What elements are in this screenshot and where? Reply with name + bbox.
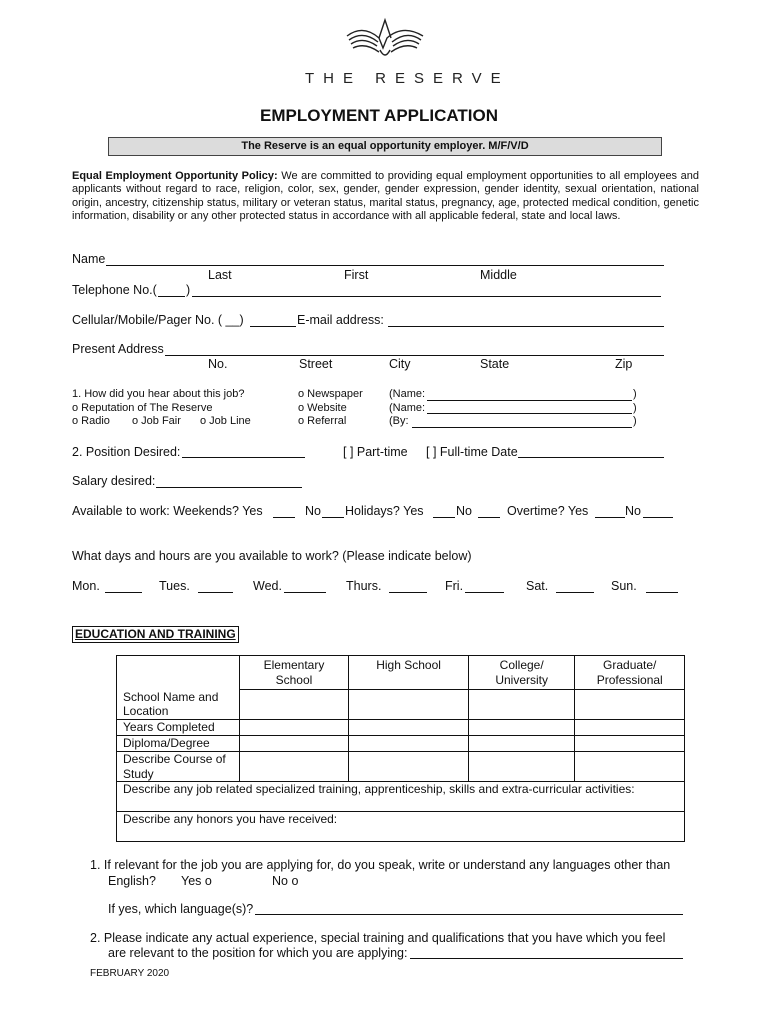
equal-opportunity-banner: The Reserve is an equal opportunity employer. M/F/V/D bbox=[108, 137, 662, 156]
q1-radio-option[interactable]: o Radio bbox=[72, 415, 110, 427]
tues-field[interactable] bbox=[198, 592, 233, 593]
q1-by-label: (By: bbox=[389, 415, 409, 427]
q1-website-option[interactable]: o Website bbox=[298, 402, 347, 414]
eeo-policy bbox=[72, 170, 699, 224]
thurs-label: Thurs. bbox=[346, 579, 382, 593]
holidays-no-field[interactable] bbox=[478, 517, 500, 518]
salary-label: Salary desired: bbox=[72, 474, 156, 488]
name-label: Name bbox=[72, 252, 106, 266]
lang-no-option[interactable]: No o bbox=[272, 874, 299, 888]
mon-label: Mon. bbox=[72, 579, 100, 593]
fulltime-option[interactable]: [ ] Full-time Date bbox=[426, 445, 518, 459]
experience-field[interactable] bbox=[410, 958, 683, 959]
q1-name2-label: (Name: bbox=[389, 402, 426, 414]
edu-cell[interactable] bbox=[349, 752, 469, 782]
tues-label: Tues. bbox=[159, 579, 190, 593]
sun-label: Sun. bbox=[611, 579, 637, 593]
brand-name: THE RESERVE bbox=[305, 70, 510, 87]
wed-field[interactable] bbox=[284, 592, 326, 593]
lang-which-field[interactable] bbox=[255, 914, 683, 915]
edu-cell[interactable] bbox=[349, 690, 469, 720]
available-label: Available to work: Weekends? Yes bbox=[72, 504, 263, 518]
edu-cell[interactable] bbox=[575, 690, 685, 720]
address-state-caption: State bbox=[480, 357, 510, 371]
policy-heading: Equal Employment Opportunity Policy: bbox=[72, 170, 278, 182]
q1-jobfair-option[interactable]: o Job Fair bbox=[132, 415, 181, 427]
position-label: 2. Position Desired: bbox=[72, 445, 181, 459]
q1-reputation-option[interactable]: o Reputation of The Reserve bbox=[72, 402, 213, 414]
edu-corner-cell bbox=[117, 656, 240, 690]
holidays-yes-field[interactable] bbox=[433, 517, 455, 518]
fulltime-date-field[interactable] bbox=[518, 457, 664, 458]
q1-name2-field[interactable] bbox=[427, 413, 632, 414]
policy-body: We are committed to providing equal employment opportunities to all employees and applicants without regard to race, religion, color, sex, gender, gender expression, gender identity, sexual orientation, national origin, ancestry, citizenship status, military or veteran status, marital status, pregnancy, age, protected medical condition, genetic information, disability or any other protected status in accordance with all applicable federal, state and local laws. bbox=[72, 170, 699, 223]
q1-close2: ) bbox=[633, 402, 637, 414]
mon-field[interactable] bbox=[105, 592, 142, 593]
edu-header-elementary: Elementary School bbox=[239, 656, 349, 690]
q1-close3: ) bbox=[633, 415, 637, 427]
q1-name1-label: (Name: bbox=[389, 388, 426, 400]
lang-which-label: If yes, which language(s)? bbox=[108, 902, 254, 916]
edu-cell[interactable] bbox=[239, 720, 349, 736]
address-zip-caption: Zip bbox=[615, 357, 633, 371]
sat-label: Sat. bbox=[526, 579, 549, 593]
overtime-label: Overtime? Yes bbox=[507, 504, 589, 518]
email-label: E-mail address: bbox=[297, 313, 384, 327]
q1-question: 1. How did you hear about this job? bbox=[72, 388, 245, 400]
footer-date: FEBRUARY 2020 bbox=[90, 968, 170, 979]
edu-cell[interactable] bbox=[468, 690, 575, 720]
edu-header-graduate: Graduate/ Professional bbox=[575, 656, 685, 690]
holidays-no-label: No bbox=[456, 504, 472, 518]
holidays-label: Holidays? Yes bbox=[345, 504, 424, 518]
sat-field[interactable] bbox=[556, 592, 594, 593]
fri-label: Fri. bbox=[445, 579, 464, 593]
q1-by-field[interactable] bbox=[412, 427, 632, 428]
sun-field[interactable] bbox=[646, 592, 678, 593]
edu-row-course: Describe Course of Study bbox=[117, 752, 240, 782]
page-title: EMPLOYMENT APPLICATION bbox=[260, 106, 498, 125]
wed-label: Wed. bbox=[253, 579, 282, 593]
edu-cell[interactable] bbox=[468, 720, 575, 736]
edu-header-college: College/ University bbox=[468, 656, 575, 690]
telephone-label: Telephone No.( bbox=[72, 283, 157, 297]
overtime-yes-field[interactable] bbox=[595, 517, 625, 518]
edu-cell[interactable] bbox=[575, 720, 685, 736]
thurs-field[interactable] bbox=[389, 592, 427, 593]
edu-row-school-name: School Name and Location bbox=[117, 690, 240, 720]
q1-name1-field[interactable] bbox=[427, 400, 632, 401]
weekends-yes-field[interactable] bbox=[273, 517, 295, 518]
lang-question-1b: English? bbox=[108, 874, 156, 888]
experience-question-b: are relevant to the position for which you are applying: bbox=[108, 946, 408, 960]
edu-row-honors[interactable]: Describe any honors you have received: bbox=[117, 812, 685, 842]
address-city-caption: City bbox=[389, 357, 411, 371]
edu-cell[interactable] bbox=[349, 720, 469, 736]
overtime-no-field[interactable] bbox=[643, 517, 673, 518]
edu-cell[interactable] bbox=[468, 752, 575, 782]
education-heading: EDUCATION AND TRAINING bbox=[72, 626, 239, 643]
q1-newspaper-option[interactable]: o Newspaper bbox=[298, 388, 363, 400]
address-label: Present Address bbox=[72, 342, 164, 356]
q1-referral-option[interactable]: o Referral bbox=[298, 415, 347, 427]
edu-row-diploma: Diploma/Degree bbox=[117, 736, 240, 752]
lang-question-1: 1. If relevant for the job you are applying for, do you speak, write or understand any languages other than bbox=[90, 858, 671, 872]
edu-cell[interactable] bbox=[239, 736, 349, 752]
address-field[interactable] bbox=[165, 355, 664, 356]
fri-field[interactable] bbox=[465, 592, 504, 593]
edu-cell[interactable] bbox=[349, 736, 469, 752]
weekends-no-field[interactable] bbox=[322, 517, 344, 518]
lang-yes-option[interactable]: Yes o bbox=[181, 874, 212, 888]
name-last-caption: Last bbox=[208, 268, 232, 282]
overtime-no-label: No bbox=[625, 504, 641, 518]
q1-close1: ) bbox=[633, 388, 637, 400]
telephone-area-field[interactable] bbox=[158, 296, 185, 297]
weekends-no-label: No bbox=[305, 504, 321, 518]
parttime-option[interactable]: [ ] Part-time bbox=[343, 445, 408, 459]
edu-row-training[interactable]: Describe any job related specialized training, apprenticeship, skills and extra-curricular activities: bbox=[117, 782, 685, 812]
edu-row-years: Years Completed bbox=[117, 720, 240, 736]
name-field[interactable] bbox=[106, 265, 664, 266]
address-street-caption: Street bbox=[299, 357, 333, 371]
telephone-field[interactable] bbox=[192, 296, 661, 297]
cellular-label: Cellular/Mobile/Pager No. ( __) bbox=[72, 313, 244, 327]
position-field[interactable] bbox=[182, 457, 305, 458]
days-question: What days and hours are you available to work? (Please indicate below) bbox=[72, 549, 472, 563]
telephone-close: ) bbox=[186, 283, 191, 297]
name-middle-caption: Middle bbox=[480, 268, 517, 282]
edu-header-highschool: High School bbox=[349, 656, 469, 690]
q1-jobline-option[interactable]: o Job Line bbox=[200, 415, 251, 427]
name-first-caption: First bbox=[344, 268, 369, 282]
edu-cell[interactable] bbox=[575, 736, 685, 752]
bird-logo-icon bbox=[345, 14, 425, 64]
cellular-field[interactable] bbox=[250, 326, 296, 327]
edu-cell[interactable] bbox=[575, 752, 685, 782]
education-table bbox=[116, 655, 685, 842]
edu-cell[interactable] bbox=[239, 690, 349, 720]
edu-cell[interactable] bbox=[239, 752, 349, 782]
address-no-caption: No. bbox=[208, 357, 228, 371]
experience-question: 2. Please indicate any actual experience, special training and qualifications that you have which you feel bbox=[90, 931, 666, 945]
salary-field[interactable] bbox=[156, 487, 302, 488]
edu-cell[interactable] bbox=[468, 736, 575, 752]
email-field[interactable] bbox=[388, 326, 664, 327]
